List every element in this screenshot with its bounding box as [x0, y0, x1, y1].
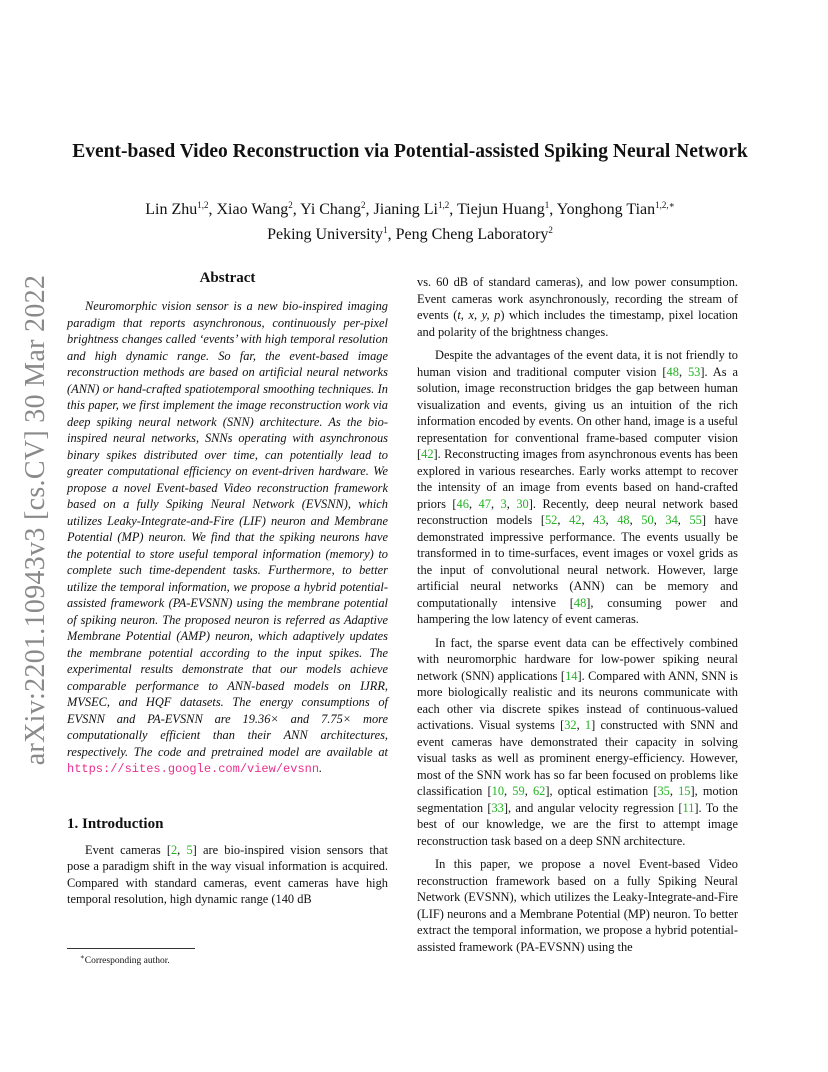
separator: ,	[387, 226, 396, 243]
right-column	[417, 274, 738, 962]
text-run: ] have demonstrated impressive performance. The events usually be transformed in to time-surfaces, event images or voxel grids as the input of convolutional neural network. However, large artificial neural networks (ANN) can be memory and computationally intensive [	[417, 513, 738, 610]
affiliation-superscript: 1,2,∗	[655, 200, 675, 210]
text-run: ,	[506, 496, 517, 511]
text-run: ,	[557, 513, 570, 527]
text-run: ]. As a solution, image reconstruction bridges the gap between human visualization and events, giving us an intuition of the rich information encoded by events. On other hand, image is a useful representation for conventional frame-based computer vision [	[417, 364, 738, 461]
separator: ,	[549, 201, 557, 218]
intro-paragraph	[67, 842, 388, 908]
citation-link[interactable]: 14	[565, 668, 578, 683]
citation-link[interactable]: 30	[516, 496, 529, 511]
citation-link[interactable]: 2	[170, 842, 178, 857]
text-run: In this paper, we propose a novel Event-based Video reconstruction framework based on a fully Spiking Neural Network (EVSNN), which utilizes the Leaky-Integrate-and-Fire (LIF) neurons and a Membrane Potential (MP) neuron. To better extract the temporal information, we propose a hybrid potential-assisted framework (PA-EVSNN) using the	[417, 857, 738, 954]
code-link[interactable]: https://sites.google.com/view/evsnn	[67, 762, 320, 776]
citation-link[interactable]: 52	[544, 513, 558, 527]
citation-link[interactable]: 55	[689, 513, 702, 527]
arxiv-identifier-text: arXiv:2201.10943v3 [cs.CV] 30 Mar 2022	[20, 274, 52, 766]
citation-link[interactable]: 1	[584, 718, 592, 732]
text-run: ,	[678, 364, 688, 379]
affiliation-superscript: 1	[544, 200, 550, 210]
separator: ,	[292, 201, 301, 218]
text-run: ,	[605, 513, 618, 527]
authors-line	[40, 195, 780, 220]
abstract-end: .	[319, 761, 323, 775]
name: Jianing Li	[373, 201, 438, 218]
text-run: ,	[504, 784, 513, 798]
affiliation-superscript: 2	[288, 200, 293, 210]
section-heading-introduction: 1. Introduction	[67, 815, 164, 832]
citation-link[interactable]: 5	[186, 842, 193, 857]
text-run: In fact, the sparse event data can be effectively combined with neuromorphic hardware for low-power spiking neural network (SNN) applications [	[417, 635, 738, 683]
name: Peking University	[267, 226, 384, 243]
citation-link[interactable]: 3	[500, 496, 507, 511]
text-run: ], and angular velocity regression [	[503, 800, 683, 815]
abstract-heading: Abstract	[199, 270, 256, 286]
footnote-mark: ∗	[80, 953, 85, 961]
text-run: ], consuming power and hampering the low latency of event cameras.	[417, 595, 738, 626]
name: Xiao Wang	[216, 201, 289, 218]
text-run: ) which includes the timestamp, pixel location and polarity of the brightness changes.	[417, 308, 738, 339]
affiliations-line	[40, 220, 780, 245]
footnote	[80, 953, 170, 966]
text-run: ], optical estimation [	[545, 784, 658, 798]
citation-link[interactable]: 62	[532, 784, 546, 798]
text-run: ,	[490, 496, 501, 511]
name: Yi Chang	[300, 201, 362, 218]
citation-link[interactable]: 46	[456, 496, 469, 511]
text-run: ,	[669, 784, 679, 798]
citation-link[interactable]: 15	[678, 784, 691, 798]
name: Peng Cheng Laboratory	[395, 226, 549, 243]
text-run: ] constructed with SNN and event cameras have demonstrated their capacity in solving visual tasks as well as prominent energy-efficiency. However, most of the SNN work has so far been focused on problems like classification [	[417, 718, 738, 798]
separator: ,	[449, 201, 457, 218]
text-run: ,	[576, 718, 585, 732]
text-run: ,	[677, 513, 690, 527]
citation-link[interactable]: 42	[569, 513, 582, 527]
footnote-text: Corresponding author.	[84, 956, 170, 967]
citation-link[interactable]: 34	[665, 513, 678, 527]
text-run: ], motion segmentation [	[417, 784, 738, 815]
paper-title: Event-based Video Reconstruction via Potential-assisted Spiking Neural Network	[72, 141, 748, 162]
citation-link[interactable]: 42	[421, 447, 434, 461]
text-run: ]. Recently, deep neural network based reconstruction models [	[417, 496, 738, 527]
text-run: ,	[581, 513, 594, 527]
body-paragraph	[417, 635, 738, 850]
citation-link[interactable]: 33	[491, 800, 504, 815]
affiliation-superscript: 2	[548, 225, 553, 235]
text-run: Despite the advantages of the event data, it is not friendly to human vision and traditional computer vision [	[417, 348, 738, 379]
citation-link[interactable]: 47	[478, 496, 491, 511]
text-run: ] are bio-inspired vision sensors that pose a paradigm shift in the way visual information is acquired. Compared with standard cameras, event cameras have high temporal resolution, high dynamic range (140 dB	[67, 842, 389, 906]
name: Tiejun Huang	[456, 201, 545, 218]
text-run: ,	[468, 496, 479, 511]
abstract-body: Neuromorphic vision sensor is a new bio-inspired imaging paradigm that reports asynchronous, continuously per-pixel brightness changes called ‘events’ with high temporal resolution and high dynamic range. So far, the event-based image reconstruction methods are based on artificial neural networks (ANN) or hand-crafted spatiotemporal smoothing techniques. In this paper, we first implement the image reconstruction work via deep spiking neural network (SNN) architecture. As the bio-inspired neural networks, SNNs operating with asynchronous binary spikes distributed over time, can potentially lead to greater computational efficiency on event-driven hardware. We propose a novel Event-based Video reconstruction framework based on a fully Spiking Neural Network (EVSNN), which utilizes Leaky-Integrate-and-Fire (LIF) neuron and Membrane Potential (MP) neuron. We find that the spiking neurons have the potential to store useful temporal information (memory) to complete such time-dependent tasks. Furthermore, to better utilize the temporal information, we propose a hybrid potential-assisted framework (PA-EVSNN) using the membrane potential of spiking neuron. The proposed neuron is referred as Adaptive Membrane Potential (AMP) neuron, which adaptively updates the membrane potential according to the input spikes. The experimental results demonstrate that our models achieve comparable performance to ANN-based models on IJRR, MVSEC, and HQF datasets. The energy consumptions of EVSNN and PA-EVSNN are 19.36× and 7.75× more computationally efficient than their ANN architectures, respectively. The code and pretrained model are available at	[67, 299, 388, 759]
affiliation-superscript: 2	[361, 200, 366, 210]
citation-link[interactable]: 11	[682, 800, 695, 815]
text-run: ]. Reconstructing images from asynchronous events has been explored in various researches. Early works attempt to recover the intensity of an image from events based on hand-crafted priors [	[417, 447, 738, 511]
affiliation-superscript: 1	[383, 225, 388, 235]
citation-link[interactable]: 59	[512, 784, 525, 798]
text-run: ,	[524, 784, 533, 798]
citation-link[interactable]: 35	[657, 784, 670, 798]
text-run: ,	[177, 842, 187, 857]
arxiv-identifier-stamp	[4, 274, 68, 766]
citation-link[interactable]: 32	[564, 718, 577, 732]
affiliation-superscript: 1,2	[437, 200, 450, 210]
abstract-text	[67, 298, 388, 778]
text-run: ]. Compared with ANN, SNN is more biologically realistic and its neurons communicate with each other via discrete spikes instead of continuous-valued activations. Visual systems [	[417, 668, 738, 732]
separator: ,	[365, 201, 374, 218]
text-run: ,	[653, 513, 666, 527]
text-run: Event cameras [	[85, 842, 171, 857]
citation-link[interactable]: 50	[641, 513, 654, 527]
affiliation-superscript: 1,2	[197, 200, 209, 210]
separator: ,	[208, 201, 217, 218]
body-paragraph	[417, 856, 738, 955]
text-run: ,	[629, 513, 642, 527]
left-column	[67, 270, 388, 915]
citation-link[interactable]: 48	[666, 364, 679, 379]
citation-link[interactable]: 53	[687, 364, 701, 379]
citation-link[interactable]: 43	[593, 513, 606, 527]
text-run: ]. To the best of our knowledge, we are the first to attempt image reconstruction task based on a deep SNN architecture.	[417, 800, 739, 848]
footnote-divider	[67, 948, 195, 949]
citation-link[interactable]: 10	[491, 784, 505, 798]
body-paragraph	[417, 274, 738, 340]
citation-link[interactable]: 48	[617, 513, 630, 527]
citation-link[interactable]: 48	[573, 595, 587, 610]
name: Lin Zhu	[145, 201, 198, 218]
text-run: vs. 60 dB of standard cameras), and low power consumption. Event cameras work asynchronously, recording the stream of events (	[417, 275, 738, 322]
math-variable: t, x, y, p	[457, 308, 501, 322]
body-paragraph	[417, 347, 738, 628]
author-block	[40, 195, 780, 245]
name: Yonghong Tian	[556, 201, 656, 218]
